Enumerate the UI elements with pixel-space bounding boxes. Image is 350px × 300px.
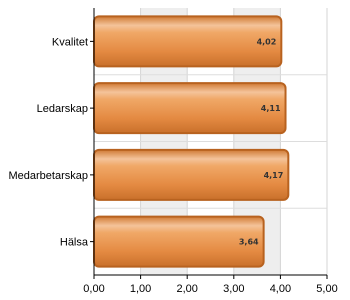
bar-group [94, 150, 288, 200]
data-label: 4,17 [263, 170, 284, 180]
x-tick-label: 5,00 [316, 283, 338, 295]
bar-group [94, 83, 286, 133]
category-label: Kvalitet [51, 36, 88, 49]
bar-group [94, 16, 281, 66]
bar-group [94, 217, 264, 267]
x-tick-label: 4,00 [269, 283, 292, 295]
data-label: 4,02 [256, 37, 277, 47]
bar [94, 150, 288, 200]
bar [94, 83, 286, 133]
category-label: Medarbetarskap [8, 169, 88, 182]
x-tick-label: 2,00 [176, 283, 198, 295]
x-axis-ticks [83, 275, 337, 295]
category-label: Hälsa [59, 236, 88, 249]
y-axis-labels [9, 36, 95, 248]
x-tick-label: 3,00 [223, 283, 245, 295]
x-tick-label: 1,00 [129, 283, 152, 295]
category-label: Ledarskap [36, 103, 88, 116]
data-label: 3,64 [238, 237, 259, 247]
data-label: 4,11 [260, 104, 281, 114]
bar [94, 16, 281, 66]
x-tick-label: 0,00 [83, 283, 105, 295]
